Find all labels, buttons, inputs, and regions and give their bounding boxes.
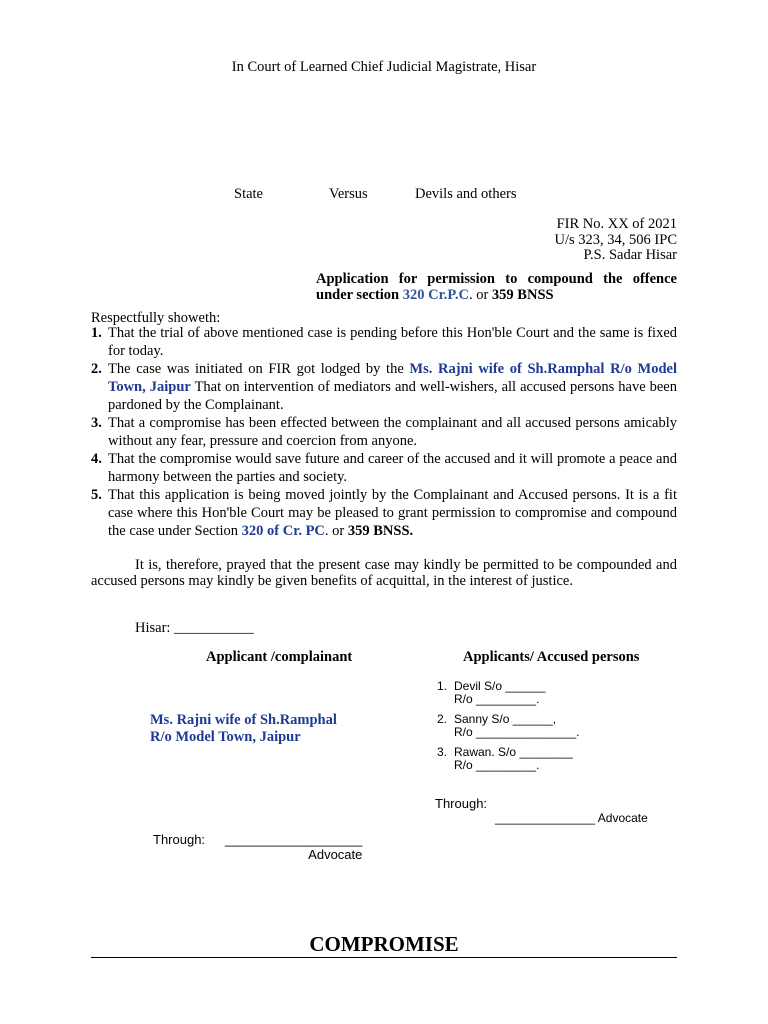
point-number: 5. bbox=[91, 487, 102, 503]
accused-number: 2. bbox=[437, 712, 448, 726]
party-state: State bbox=[234, 186, 263, 202]
horizontal-rule bbox=[91, 957, 677, 958]
point-text: That the trial of above mentioned case is pending before this Hon'ble Court and the same is fixed for today. bbox=[108, 325, 677, 359]
point-number: 1. bbox=[91, 325, 102, 341]
police-station: P.S. Sadar Hisar bbox=[583, 247, 677, 263]
accused-name: Sanny S/o ______, bbox=[454, 712, 557, 726]
advocate-left bbox=[225, 832, 362, 862]
application-title-or: . or bbox=[468, 287, 492, 303]
application-title-text: Application for permission to compound the offence under section bbox=[316, 271, 677, 303]
point-text: That a compromise has been effected between the complainant and all accused persons amicably without any fear, pressure and coercion from anyone. bbox=[108, 415, 677, 449]
point-item bbox=[91, 360, 677, 414]
complainant-block bbox=[150, 712, 337, 746]
respectfully-showeth: Respectfully showeth: bbox=[91, 310, 221, 326]
fir-sections: U/s 323, 34, 506 IPC bbox=[554, 231, 677, 248]
hisar-date-line: Hisar: ___________ bbox=[135, 620, 254, 636]
point-text: That the compromise would save future and career of the accused and it will promote a peace and harmony between the parties and society. bbox=[108, 451, 677, 485]
point-number: 3. bbox=[91, 415, 102, 431]
fir-details bbox=[420, 217, 677, 264]
section-bnss-inline: 359 BNSS. bbox=[347, 523, 414, 539]
accused-name: Devil S/o ______ bbox=[454, 679, 546, 693]
accused-number: 1. bbox=[437, 679, 448, 693]
party-versus: Versus bbox=[329, 186, 368, 202]
application-section-bnss: 359 BNSS bbox=[491, 287, 554, 303]
accused-persons-header: Applicants/ Accused persons bbox=[463, 649, 640, 665]
complainant-address: R/o Model Town, Jaipur bbox=[150, 729, 301, 745]
accused-number: 3. bbox=[437, 745, 448, 759]
point-item bbox=[91, 450, 677, 486]
point-item bbox=[91, 486, 677, 540]
through-left: Through: bbox=[153, 832, 206, 847]
point-text: The case was initiated on FIR got lodged by the bbox=[108, 361, 410, 377]
through-right: Through: bbox=[435, 796, 488, 811]
complainant-name: Ms. Rajni wife of Sh.Ramphal bbox=[150, 712, 337, 728]
compromise-heading: COMPROMISE bbox=[309, 932, 459, 956]
point-number: 2. bbox=[91, 361, 102, 377]
advocate-right: _______________ Advocate bbox=[495, 811, 648, 825]
point-text: . or bbox=[324, 523, 348, 539]
section-crpc-inline: 320 of Cr. PC bbox=[241, 523, 325, 539]
court-title: In Court of Learned Chief Judicial Magistrate, Hisar bbox=[231, 59, 537, 75]
point-item bbox=[91, 414, 677, 450]
accused-list bbox=[437, 680, 579, 779]
prayer-paragraph: It is, therefore, prayed that the present case may kindly be permitted to be compounded and accused persons may kindly be given benefits of acquittal, in the interest of justice. bbox=[91, 557, 677, 589]
accused-address: R/o _______________. bbox=[454, 725, 580, 739]
accused-address: R/o _________. bbox=[454, 692, 540, 706]
point-text: That on intervention of mediators and well-wishers, all accused persons have been pardoned by the Complainant. bbox=[108, 379, 677, 413]
application-title bbox=[316, 271, 677, 303]
point-item bbox=[91, 324, 677, 360]
advocate-left-line: ___________________ bbox=[225, 832, 363, 847]
accused-item bbox=[437, 680, 579, 706]
point-number: 4. bbox=[91, 451, 102, 467]
advocate-left-label: Advocate bbox=[308, 847, 363, 862]
party-accused: Devils and others bbox=[415, 186, 517, 202]
application-section-crpc: 320 Cr.P.C bbox=[402, 287, 469, 303]
applicant-complainant-header: Applicant /complainant bbox=[206, 649, 353, 665]
fir-number: FIR No. XX of 2021 bbox=[556, 216, 677, 232]
point-text: That this application is being moved jointly by the Complainant and Accused persons. It is a fit case where this Hon'ble Court may be pleased to grant permission to compromise and compound the case under Section bbox=[108, 487, 677, 539]
points-list bbox=[91, 324, 677, 540]
accused-item bbox=[437, 746, 579, 772]
complainant-name-inline: Ms. Rajni wife of Sh.Ramphal R/o Model Town, Jaipur bbox=[108, 361, 677, 395]
accused-address: R/o _________. bbox=[454, 758, 540, 772]
accused-item bbox=[437, 713, 579, 739]
accused-name: Rawan. S/o ________ bbox=[454, 745, 573, 759]
